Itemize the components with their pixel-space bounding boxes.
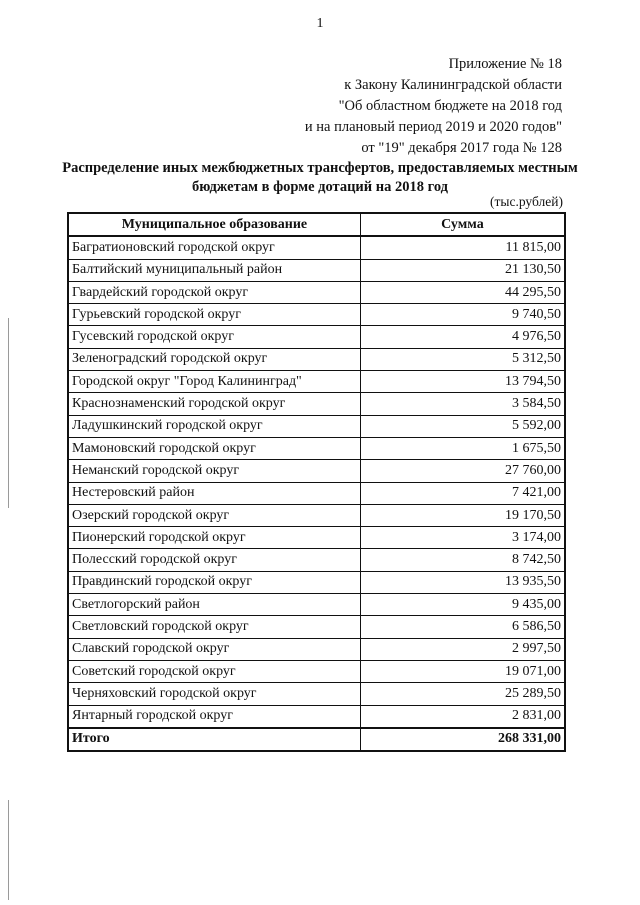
municipality-name: Нестеровский район xyxy=(68,482,360,504)
municipality-name: Балтийский муниципальный район xyxy=(68,259,360,281)
transfer-amount: 13 794,50 xyxy=(360,371,565,393)
municipality-name: Светлогорский район xyxy=(68,594,360,616)
transfer-amount: 7 421,00 xyxy=(360,482,565,504)
transfer-amount: 2 997,50 xyxy=(360,638,565,660)
units-label: (тыс.рублей) xyxy=(490,194,563,209)
municipality-name: Правдинский городской округ xyxy=(68,571,360,593)
table-row xyxy=(68,236,565,259)
table-row xyxy=(68,482,565,504)
appendix-line: к Закону Калининградской области xyxy=(344,77,562,93)
transfer-amount: 25 289,50 xyxy=(360,683,565,705)
table-row xyxy=(68,594,565,616)
municipality-name: Славский городской округ xyxy=(68,638,360,660)
municipality-name: Гурьевский городской округ xyxy=(68,304,360,326)
municipality-name: Полесский городской округ xyxy=(68,549,360,571)
table-row xyxy=(68,638,565,660)
page-number: 1 xyxy=(316,16,324,31)
table-row xyxy=(68,304,565,326)
table-row xyxy=(68,371,565,393)
table-header-row xyxy=(68,213,565,236)
transfer-amount: 13 935,50 xyxy=(360,571,565,593)
total-label: Итого xyxy=(68,728,360,751)
transfer-amount: 9 435,00 xyxy=(360,594,565,616)
appendix-line: от "19" декабря 2017 года № 128 xyxy=(361,140,562,156)
municipality-name: Неманский городской округ xyxy=(68,460,360,482)
municipality-name: Городской округ "Город Калининград" xyxy=(68,371,360,393)
table-row xyxy=(68,437,565,459)
table-row xyxy=(68,660,565,682)
municipality-name: Озерский городской округ xyxy=(68,504,360,526)
municipality-name: Ладушкинский городской округ xyxy=(68,415,360,437)
municipality-name: Зеленоградский городской округ xyxy=(68,348,360,370)
transfer-amount: 5 312,50 xyxy=(360,348,565,370)
table-row xyxy=(68,549,565,571)
table-row xyxy=(68,571,565,593)
table-total-row xyxy=(68,728,565,751)
municipality-name: Мамоновский городской округ xyxy=(68,437,360,459)
table-row xyxy=(68,504,565,526)
transfer-amount: 5 592,00 xyxy=(360,415,565,437)
municipality-name: Багратионовский городской округ xyxy=(68,236,360,259)
municipality-name: Гусевский городской округ xyxy=(68,326,360,348)
transfer-amount: 44 295,50 xyxy=(360,281,565,303)
table-row xyxy=(68,527,565,549)
transfer-amount: 11 815,00 xyxy=(360,236,565,259)
table-body xyxy=(68,236,565,751)
table-row xyxy=(68,683,565,705)
total-amount: 268 331,00 xyxy=(360,728,565,751)
municipality-name: Советский городской округ xyxy=(68,660,360,682)
municipality-name: Светловский городской округ xyxy=(68,616,360,638)
table-row xyxy=(68,460,565,482)
transfer-amount: 19 071,00 xyxy=(360,660,565,682)
transfer-amount: 2 831,00 xyxy=(360,705,565,728)
column-header-sum: Сумма xyxy=(360,213,565,236)
transfers-table xyxy=(67,212,566,752)
transfer-amount: 3 584,50 xyxy=(360,393,565,415)
transfer-amount: 8 742,50 xyxy=(360,549,565,571)
appendix-line: Приложение № 18 xyxy=(448,56,562,72)
column-header-name: Муниципальное образование xyxy=(68,213,360,236)
table-row xyxy=(68,393,565,415)
transfer-amount: 19 170,50 xyxy=(360,504,565,526)
table-row xyxy=(68,326,565,348)
table-row xyxy=(68,348,565,370)
appendix-line: и на плановый период 2019 и 2020 годов" xyxy=(304,119,562,135)
transfer-amount: 4 976,50 xyxy=(360,326,565,348)
appendix-line: "Об областном бюджете на 2018 год xyxy=(338,98,562,114)
municipality-name: Черняховский городской округ xyxy=(68,683,360,705)
municipality-name: Краснознаменский городской округ xyxy=(68,393,360,415)
transfer-amount: 27 760,00 xyxy=(360,460,565,482)
appendix-header xyxy=(305,54,562,159)
municipality-name: Пионерский городской округ xyxy=(68,527,360,549)
municipality-name: Янтарный городской округ xyxy=(68,705,360,728)
table-row xyxy=(68,705,565,728)
table-row xyxy=(68,259,565,281)
transfer-amount: 21 130,50 xyxy=(360,259,565,281)
scan-margin-mark xyxy=(8,318,9,508)
transfer-amount: 9 740,50 xyxy=(360,304,565,326)
transfer-amount: 1 675,50 xyxy=(360,437,565,459)
table-row xyxy=(68,281,565,303)
municipality-name: Гвардейский городской округ xyxy=(68,281,360,303)
document-title: Распределение иных межбюджетных трансфертов, предоставляемых местным бюджетам в форме дотаций на 2018 год xyxy=(62,160,578,195)
transfer-amount: 6 586,50 xyxy=(360,616,565,638)
table-row xyxy=(68,415,565,437)
transfer-amount: 3 174,00 xyxy=(360,527,565,549)
scan-margin-mark xyxy=(8,800,9,900)
table-row xyxy=(68,616,565,638)
